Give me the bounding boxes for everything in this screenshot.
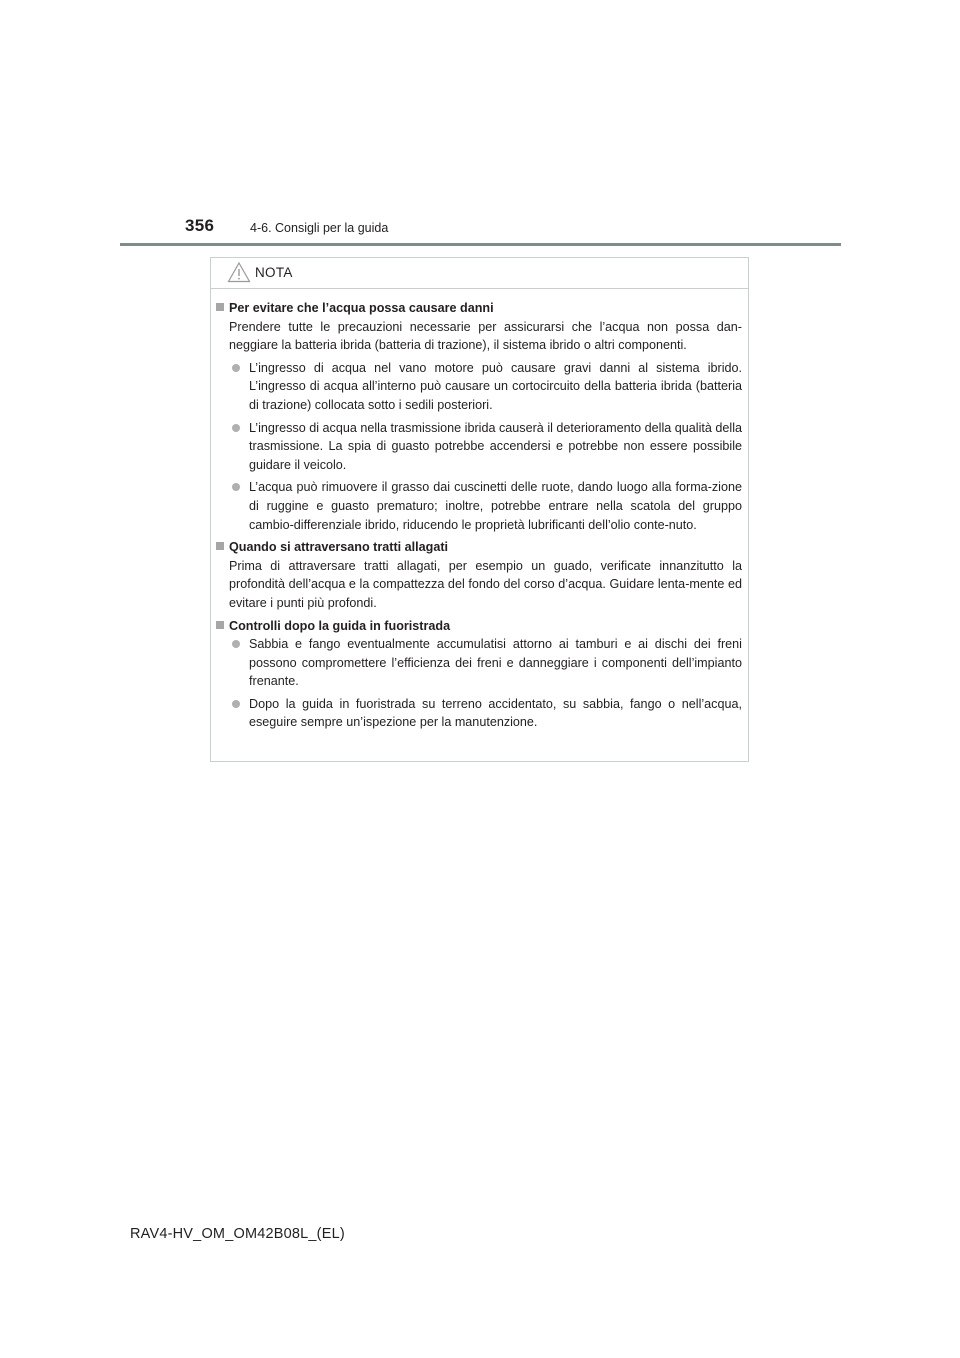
circle-bullet-icon <box>232 483 240 491</box>
note-section <box>216 617 742 733</box>
note-body <box>211 289 748 732</box>
section-text: Prendere tutte le precauzioni necessarie per assicurarsi che l’acqua non possa dan-neggiare la batteria ibrida (batteria di trazione), il sistema ibrido o altri componenti. <box>229 319 742 353</box>
note-box <box>210 257 749 762</box>
circle-bullet-icon <box>232 424 240 432</box>
square-bullet-icon <box>216 542 224 550</box>
circle-bullet-icon <box>232 700 240 708</box>
list-item: Sabbia e fango eventualmente accumulatisi attorno ai tamburi e ai dischi dei freni possono compromettere l’efficienza dei freni e danneggiare i componenti dell’impianto frenante. <box>216 635 742 691</box>
section-heading: Quando si attraversano tratti allagati <box>216 538 742 557</box>
warning-triangle-icon <box>227 261 251 283</box>
list-item: L’ingresso di acqua nella trasmissione ibrida causerà il deterioramento della qualità della trasmissione. La spia di guasto potrebbe accendersi e potrebbe non essere possibile guidare il veicolo. <box>216 419 742 475</box>
list-item: Dopo la guida in fuoristrada su terreno accidentato, su sabbia, fango o nell’acqua, eseguire sempre un’ispezione per la manutenzione. <box>216 695 742 732</box>
page-number: 356 <box>185 216 215 235</box>
square-bullet-icon <box>216 303 224 311</box>
note-section <box>216 299 742 534</box>
list-item: L’acqua può rimuovere il grasso dai cuscinetti delle ruote, dando luogo alla forma-zione di ruggine e guasto prematuro; inoltre, potrebbe entrare nella scatola del gruppo cambio-differenziale ibrido, riducendo le proprietà lubrificanti dell’olio conte-nuto. <box>216 478 742 534</box>
section-heading: Per evitare che l’acqua possa causare danni <box>216 299 742 318</box>
note-label: NOTA <box>255 265 293 280</box>
section-title: 4-6. Consigli per la guida <box>250 221 389 235</box>
circle-bullet-icon <box>232 364 240 372</box>
section-text: Prima di attraversare tratti allagati, per esempio un guado, verificate innanzitutto la profondità dell’acqua e la compattezza del fondo del corso d’acqua. Guidare lenta-mente ed evitare i punti più profondi. <box>229 558 742 610</box>
note-header <box>211 258 748 289</box>
circle-bullet-icon <box>232 640 240 648</box>
document-code: RAV4-HV_OM_OM42B08L_(EL) <box>130 1226 345 1242</box>
section-heading: Controlli dopo la guida in fuoristrada <box>216 617 742 636</box>
list-item: L’ingresso di acqua nel vano motore può causare gravi danni al sistema ibrido. L’ingresso di acqua all’interno può causare un cortocircuito della batteria ibrida (batteria di trazione) collocata sotto i sedili posteriori. <box>216 359 742 415</box>
square-bullet-icon <box>216 621 224 629</box>
header-rule <box>120 243 841 246</box>
note-section <box>216 538 742 612</box>
